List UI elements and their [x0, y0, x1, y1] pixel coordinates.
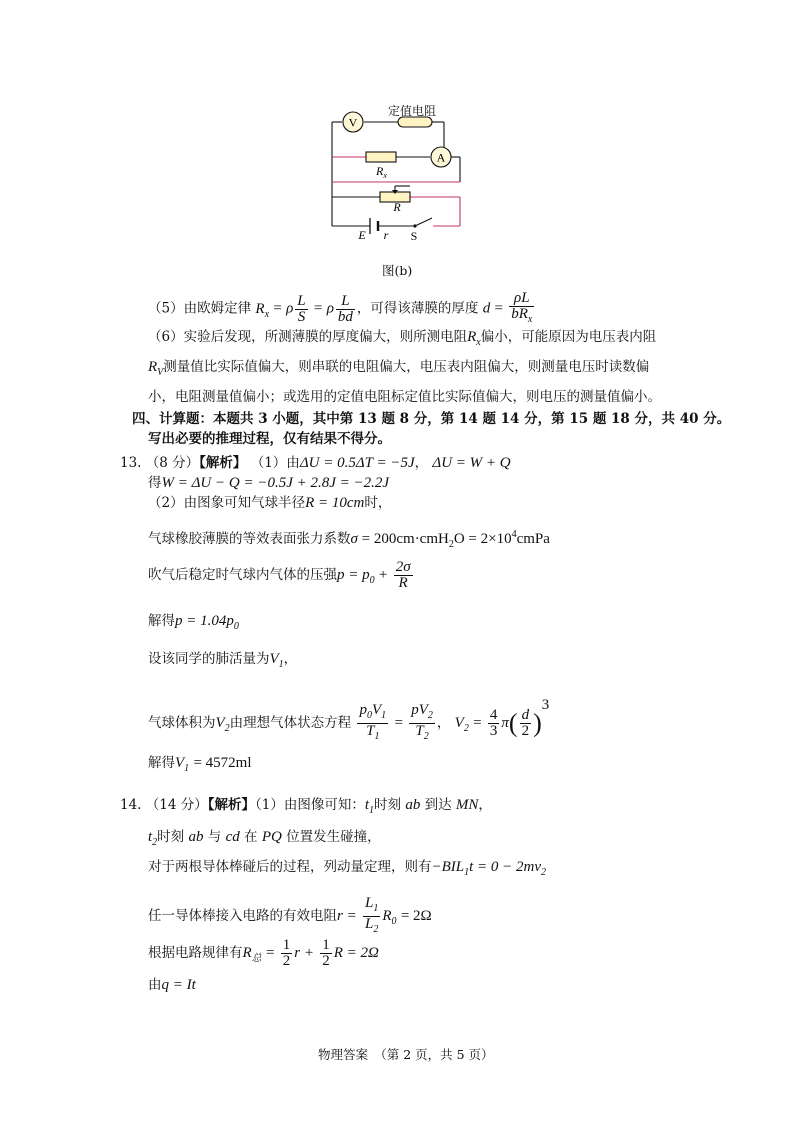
voltmeter-label: V [348, 115, 358, 130]
fixed-resistor-label: 定值电阻 [388, 104, 437, 118]
section-4-heading-line-1: 四、计算题：本题共 3 小题，其中第 13 题 8 分，第 14 题 14 分，第 15 题 18 分，共 40 分。 [132, 411, 731, 427]
q14-line-2: $t_2$时刻 ab 与 cd 在 PQ 位置发生碰撞， [148, 829, 381, 848]
rx-resistor-symbol [366, 152, 396, 162]
q14-line-6: 由q = It [148, 977, 196, 993]
q14-header: 14. （14 分）【解析】（1）由图像可知：$t_1$时刻 ab 到达 MN， [120, 797, 492, 816]
emf-label: E [358, 228, 366, 240]
q14-line-3: 对于两根导体棒碰后的过程，列动量定理，则有$-BIL_1t = 0 - 2mv_2$ [148, 859, 547, 878]
q13-line-8: 气球体积为$V_2$由理想气体状态方程 $\frac{p_0V_1}{T_1}$ = $\frac{pV_2}{T_2}$ ， $V_2$ = $\frac{4}{3}$ π( $\frac{d}{2}$ )$^3$ [148, 697, 550, 742]
q14-line-5: 根据电路规律有$R_总$ = $\frac{1}{2}$ r + $\frac{1}{2}$ R = 2Ω [148, 937, 379, 969]
section-6-line-3: 小，电阻测量值偏小；或选用的定值电阻标定值比实际值偏大，则电压的测量值偏小。 [148, 389, 661, 405]
section-6-line-2: $R_V$测量值比实际值偏大，则串联的电阻偏大，电压表内阻偏大，则测量电压时读数偏 [148, 359, 650, 378]
figure-caption: 图(b) [382, 263, 413, 278]
q13-line-9: 解得$V_1 = 4572ml$ [148, 755, 252, 774]
rx-label: $R_x$ [376, 164, 387, 180]
q13-line-3: （2）由图象可知气球半径R = 10cm时， [148, 495, 392, 511]
q13-line-5: 吹气后稳定时气球内气体的压强$p = p_0$ + $\frac{2\sigma}{R}$ [148, 559, 411, 591]
q13-line-6: 解得$p = 1.04p_0$ [148, 613, 239, 632]
ammeter-label: A [436, 150, 446, 165]
q13-header: 13. （8 分）【解析】 （1）由ΔU = 0.5ΔT = −5J， ΔU = W + Q [120, 455, 511, 471]
page-footer: 物理答案 （第 2 页，共 5 页） [318, 1047, 494, 1062]
section-4-heading-line-2: 写出必要的推理过程，仅有结果不得分。 [148, 431, 391, 447]
switch-label: S [410, 229, 418, 240]
q14-line-4: 任一导体棒接入电路的有效电阻r = $\frac{L_1}{L_2}$ $R_0 = 2\Omega$ [148, 895, 432, 935]
section-5-line: （5）由欧姆定律 $R_x = \rho$ $\frac{L}{S}$ = ρ $\frac{L}{bd}$ ，可得该薄膜的厚度 d = $\frac{\rho L}{bR_x}$ [148, 290, 533, 325]
circuit-diagram [320, 100, 470, 240]
section-6-line-1: （6）实验后发现，所测薄膜的厚度偏大，则所测电阻$R_x$偏小，可能原因为电压表内阻 [148, 329, 657, 348]
q13-line-2: 得W = ΔU − Q = −0.5J + 2.8J = −2.2J [148, 475, 390, 491]
internal-resistance-label: r [383, 228, 389, 240]
q13-line-7: 设该同学的肺活量为$V_1$， [148, 651, 298, 670]
rheostat-label: R [393, 200, 401, 214]
q13-line-4: 气球橡胶薄膜的等效表面张力系数$\sigma = 200cm\cdot cmH_2O = 2\times 10^4cmPa$ [148, 529, 550, 550]
